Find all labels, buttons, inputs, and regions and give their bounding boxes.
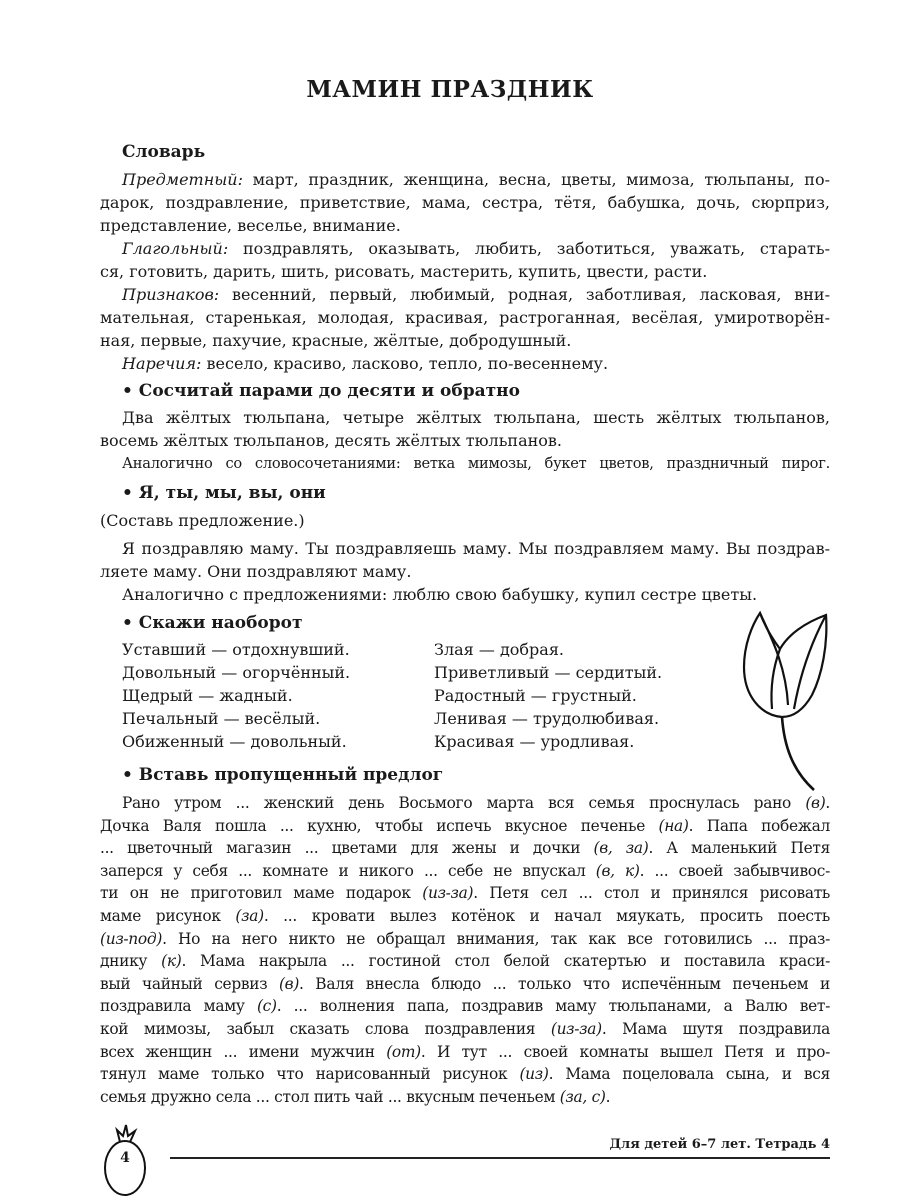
text-segment: весело, красиво, ласково, тепло, по-весеннему. (201, 354, 609, 373)
text-segment: . ... своей забывчивос- (639, 861, 830, 880)
text-segment: всех женщин ... имени мужчин (100, 1042, 387, 1061)
text-segment: . ... волнения папа, поздравив маму тюльпанами, а Валю вет- (276, 997, 830, 1016)
text-line (100, 882, 830, 905)
pronouns-instruction: (Составь предложение.) (100, 511, 305, 530)
text-segment: Дочка Валя пошла ... кухню, чтобы испечь вкусное печенье (100, 816, 659, 835)
opposite-pair-row (122, 661, 722, 684)
text-line (100, 237, 830, 260)
opposite-pair: Щедрый — жадный. (122, 686, 293, 705)
italic-segment: (из-за) (422, 884, 474, 903)
prepositions-heading: • Вставь пропущенный предлог (122, 765, 444, 785)
prepositions-text (100, 792, 830, 1108)
count-note (100, 452, 830, 475)
text-line (100, 260, 830, 283)
text-line (100, 352, 830, 375)
text-line (100, 168, 830, 191)
footer-text: Для детей 6–7 лет. Тетрадь 4 (609, 1137, 830, 1152)
text-line (100, 1018, 830, 1041)
pronouns-instruction-wrap (100, 509, 830, 532)
opposite-pair: Уставший — отдохнувший. (122, 640, 350, 659)
italic-segment: (в) (805, 794, 826, 812)
text-segment: . Мама шутя поздравила (601, 1019, 830, 1038)
opposites-list (122, 638, 722, 753)
text-segment: восемь жёлтых тюльпанов, десять жёлтых тюльпанов. (100, 431, 563, 450)
footer-divider (170, 1157, 830, 1159)
italic-segment: (на) (658, 816, 689, 835)
italic-segment: Признаков: (122, 285, 220, 304)
text-segment: поздравила маму (100, 997, 257, 1016)
text-line (100, 429, 830, 452)
text-segment: мательная, старенькая, молодая, красивая, растроганная, весёлая, умиротворён- (100, 308, 830, 327)
text-segment: тянул маме только что нарисованный рисунок (100, 1065, 520, 1084)
text-line (100, 815, 830, 838)
vocab-text (100, 168, 830, 375)
opposites-heading: • Скажи наоборот (122, 613, 303, 633)
text-segment: . (605, 1087, 611, 1106)
opposite-pair: Обиженный — довольный. (122, 732, 347, 751)
text-segment: март, праздник, женщина, весна, цветы, мимоза, тюльпаны, по- (242, 170, 830, 189)
text-line (100, 973, 830, 996)
pronouns-note: Аналогично с предложениями: люблю свою бабушку, купил сестре цветы. (122, 585, 758, 604)
opposite-pair: Злая — добрая. (434, 640, 565, 659)
text-segment: днику (100, 952, 162, 971)
italic-segment: Глагольный: (122, 239, 229, 258)
italic-segment: (из-под) (100, 929, 163, 948)
text-segment: кой мимозы, забыл сказать слова поздравления (100, 1019, 551, 1038)
text-line (100, 1063, 830, 1086)
opposite-pair: Ленивая — трудолюбивая. (434, 709, 660, 728)
text-segment: поздравлять, оказывать, любить, заботиться, уважать, старать- (228, 239, 830, 258)
text-segment: Два жёлтых тюльпана, четыре жёлтых тюльпана, шесть жёлтых тюльпанов, (122, 408, 830, 427)
text-segment: Я поздравляю маму. Ты поздравляешь маму. Мы поздравляем маму. Вы поздрав- (122, 539, 830, 558)
text-segment: дарок, поздравление, приветствие, мама, сестра, тётя, бабушка, дочь, сюрприз, (100, 193, 830, 212)
opposite-pair-row (122, 730, 722, 753)
text-line (100, 191, 830, 214)
text-segment: ная, первые, пахучие, красные, жёлтые, добродушный. (100, 331, 572, 350)
text-segment: вый чайный сервиз (100, 974, 279, 993)
opposite-pair: Радостный — грустный. (434, 686, 637, 705)
text-line (100, 1041, 830, 1064)
text-segment: . Валя внесла блюдо ... только что испечённым печеньем и (299, 974, 830, 993)
text-line (100, 928, 830, 951)
italic-segment: (за) (235, 906, 264, 925)
page-title: МАМИН ПРАЗДНИК (306, 76, 594, 103)
italic-segment: (в) (278, 974, 300, 993)
text-line (100, 792, 830, 815)
text-line (100, 406, 830, 429)
text-line (100, 995, 830, 1018)
text-segment: семья дружно села ... стол пить чай ... вкусным печеньем (100, 1087, 560, 1106)
pronouns-text (100, 537, 830, 583)
text-segment: . Мама поцеловала сына, и вся (548, 1065, 830, 1084)
text-segment: весенний, первый, любимый, родная, заботливая, ласковая, вни- (219, 285, 830, 304)
text-line (100, 537, 830, 560)
text-segment: . (825, 794, 830, 812)
italic-segment: (из) (519, 1065, 549, 1084)
text-segment: . Папа побежал (688, 816, 830, 835)
opposite-pair: Печальный — весёлый. (122, 709, 321, 728)
text-segment: ся, готовить, дарить, шить, рисовать, мастерить, купить, цвести, расти. (100, 262, 708, 281)
text-segment: Рано утром ... женский день Восьмого марта вся семья проснулась рано (122, 794, 806, 812)
opposite-pair-row (122, 707, 722, 730)
italic-segment: (к) (161, 952, 182, 971)
text-segment: . Но на него никто не обращал внимания, так как все готовились ... праз- (162, 929, 830, 948)
opposite-pair-row (122, 638, 722, 661)
text-line (100, 214, 830, 237)
italic-segment: Наречия: (122, 354, 202, 373)
italic-segment: (за, с) (559, 1087, 606, 1106)
italic-segment: (от) (386, 1042, 421, 1061)
count-text (100, 406, 830, 452)
italic-segment: (в, к) (595, 861, 640, 880)
text-segment: . Мама накрыла ... гостиной стол белой скатертью и поставила краси- (181, 952, 830, 971)
text-segment: . А маленький Петя (648, 839, 830, 858)
italic-segment: (из-за) (550, 1019, 602, 1038)
count-heading: • Сосчитай парами до десяти и обратно (122, 381, 520, 401)
opposite-pair: Приветливый — сердитый. (434, 663, 663, 682)
text-line (100, 1086, 830, 1109)
pronouns-note-wrap (100, 583, 830, 606)
text-line (100, 560, 830, 583)
vocab-heading: Словарь (122, 142, 206, 162)
text-line (100, 905, 830, 928)
text-segment: ляете маму. Они поздравляют маму. (100, 562, 412, 581)
italic-segment: (в, за) (593, 839, 649, 858)
text-line (100, 283, 830, 306)
pronouns-heading: • Я, ты, мы, вы, они (122, 483, 326, 503)
text-segment: ... цветочный магазин ... цветами для жены и дочки (100, 839, 594, 858)
text-segment: заперся у себя ... комнате и никого ... себе не впускал (100, 861, 596, 880)
count-note-text: Аналогично со словосочетаниями: ветка мимозы, букет цветов, праздничный пирог. (122, 455, 830, 472)
text-segment: . Петя сел ... стол и принялся рисовать (473, 884, 831, 903)
text-segment: представление, веселье, внимание. (100, 216, 401, 235)
page-number: 4 (120, 1150, 130, 1166)
italic-segment: (с) (256, 997, 277, 1016)
opposite-pair: Красивая — уродливая. (434, 732, 635, 751)
tulip-illustration (730, 605, 840, 795)
text-segment: маме рисунок (100, 906, 236, 925)
text-line (100, 860, 830, 883)
text-segment: . ... кровати вылез котёнок и начал мяукать, просить поесть (263, 906, 830, 925)
text-line (100, 329, 830, 352)
text-segment: . И тут ... своей комнаты вышел Петя и про- (420, 1042, 830, 1061)
text-line (100, 837, 830, 860)
italic-segment: Предметный: (122, 170, 243, 189)
opposite-pair: Довольный — огорчённый. (122, 663, 351, 682)
text-line (100, 306, 830, 329)
opposite-pair-row (122, 684, 722, 707)
text-segment: ти он не приготовил маме подарок (100, 884, 423, 903)
text-line (100, 950, 830, 973)
